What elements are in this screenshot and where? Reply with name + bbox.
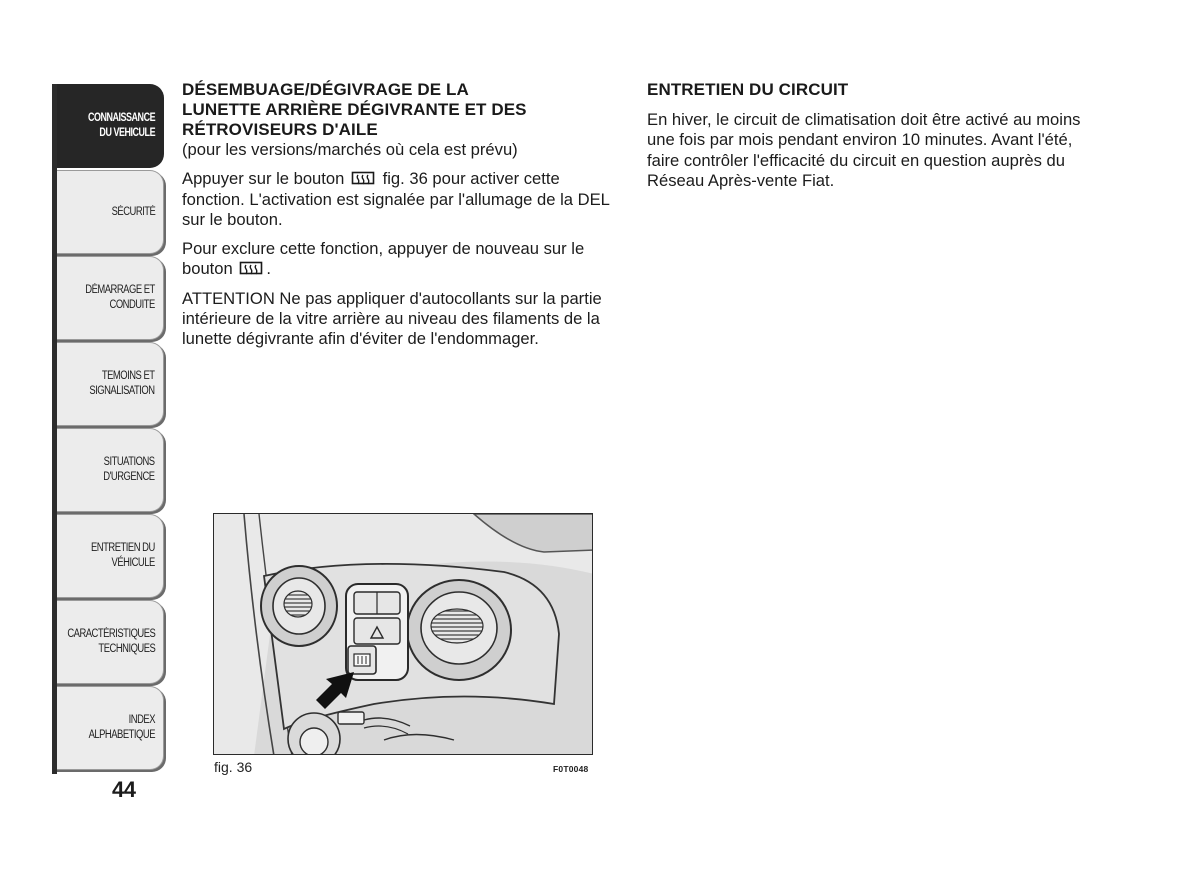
title-line: LUNETTE ARRIÈRE DÉGIVRANTE ET DES	[182, 100, 527, 119]
tab-label: INDEX ALPHABETIQUE	[88, 714, 155, 741]
tab-index-alphabetique[interactable]	[52, 686, 164, 770]
figure-code: F0T0048	[553, 764, 589, 774]
tab-caracteristiques-techniques[interactable]	[52, 600, 164, 684]
paragraph-text: fig. 36 pour activer cette fonction. L'activation est signalée par l'allumage de la DEL sur le bouton.	[182, 169, 610, 229]
paragraph-attention: ATTENTION Ne pas appliquer d'autocollants sur la partie intérieure de la vitre arrière au niveau des filaments de la lunette dégivrante afin d'éviter de l'endommager.	[182, 288, 602, 349]
tab-label: SITUATIONS D'URGENCE	[103, 456, 155, 483]
right-column	[647, 80, 1087, 191]
tab-spine	[52, 84, 57, 774]
section-title-maintenance: ENTRETIEN DU CIRCUIT	[647, 80, 849, 99]
title-line: RÉTROVISEURS D'AILE	[182, 120, 378, 139]
tab-temoins-et-signalisation[interactable]	[52, 342, 164, 426]
paragraph-maintenance: En hiver, le circuit de climatisation doit être activé au moins une fois par mois pendant environ 10 minutes. Avant l'été, faire contrôler l'efficacité du circuit en question auprès du Réseau Après-vente Fiat.	[647, 110, 1081, 190]
tab-label: ENTRETIEN DU VÉHICULE	[91, 542, 155, 569]
rear-defrost-icon	[351, 171, 375, 187]
paragraph-text: .	[266, 259, 272, 279]
section-subtitle: (pour les versions/marchés où cela est prévu)	[182, 140, 518, 159]
tab-label: TEMOINS ET SIGNALISATION	[89, 370, 155, 397]
tab-label: CARACTÉRISTIQUES TECHNIQUES	[66, 628, 155, 655]
tab-securite[interactable]	[52, 170, 164, 254]
tab-situations-d-urgence[interactable]	[52, 428, 164, 512]
tab-connaissance-du-vehicule[interactable]	[52, 84, 164, 168]
rear-defrost-icon	[239, 261, 263, 277]
tab-entretien-du-vehicule[interactable]	[52, 514, 164, 598]
figure-illustration	[213, 513, 593, 755]
tab-label: DÉMARRAGE ET CONDUITE	[85, 284, 155, 311]
tab-demarrage-et-conduite[interactable]	[52, 256, 164, 340]
paragraph-text: Appuyer sur le bouton	[182, 169, 345, 189]
tab-label: CONNAISSANCE DU VEHICULE	[87, 112, 155, 139]
paragraph-deactivate	[182, 239, 618, 280]
section-title	[182, 80, 618, 140]
paragraph-text: Pour exclure cette fonction, appuyer de nouveau sur le bouton	[182, 239, 585, 279]
title-line: DÉSEMBUAGE/DÉGIVRAGE DE LA	[182, 80, 469, 99]
paragraph-activate	[182, 169, 618, 230]
page-number: 44	[112, 777, 136, 802]
dashboard-illustration	[214, 514, 593, 755]
chapter-tabs	[52, 84, 166, 772]
tab-label: SÉCURITÉ	[111, 205, 155, 218]
left-column	[182, 80, 618, 350]
figure-caption: fig. 36	[214, 759, 253, 775]
